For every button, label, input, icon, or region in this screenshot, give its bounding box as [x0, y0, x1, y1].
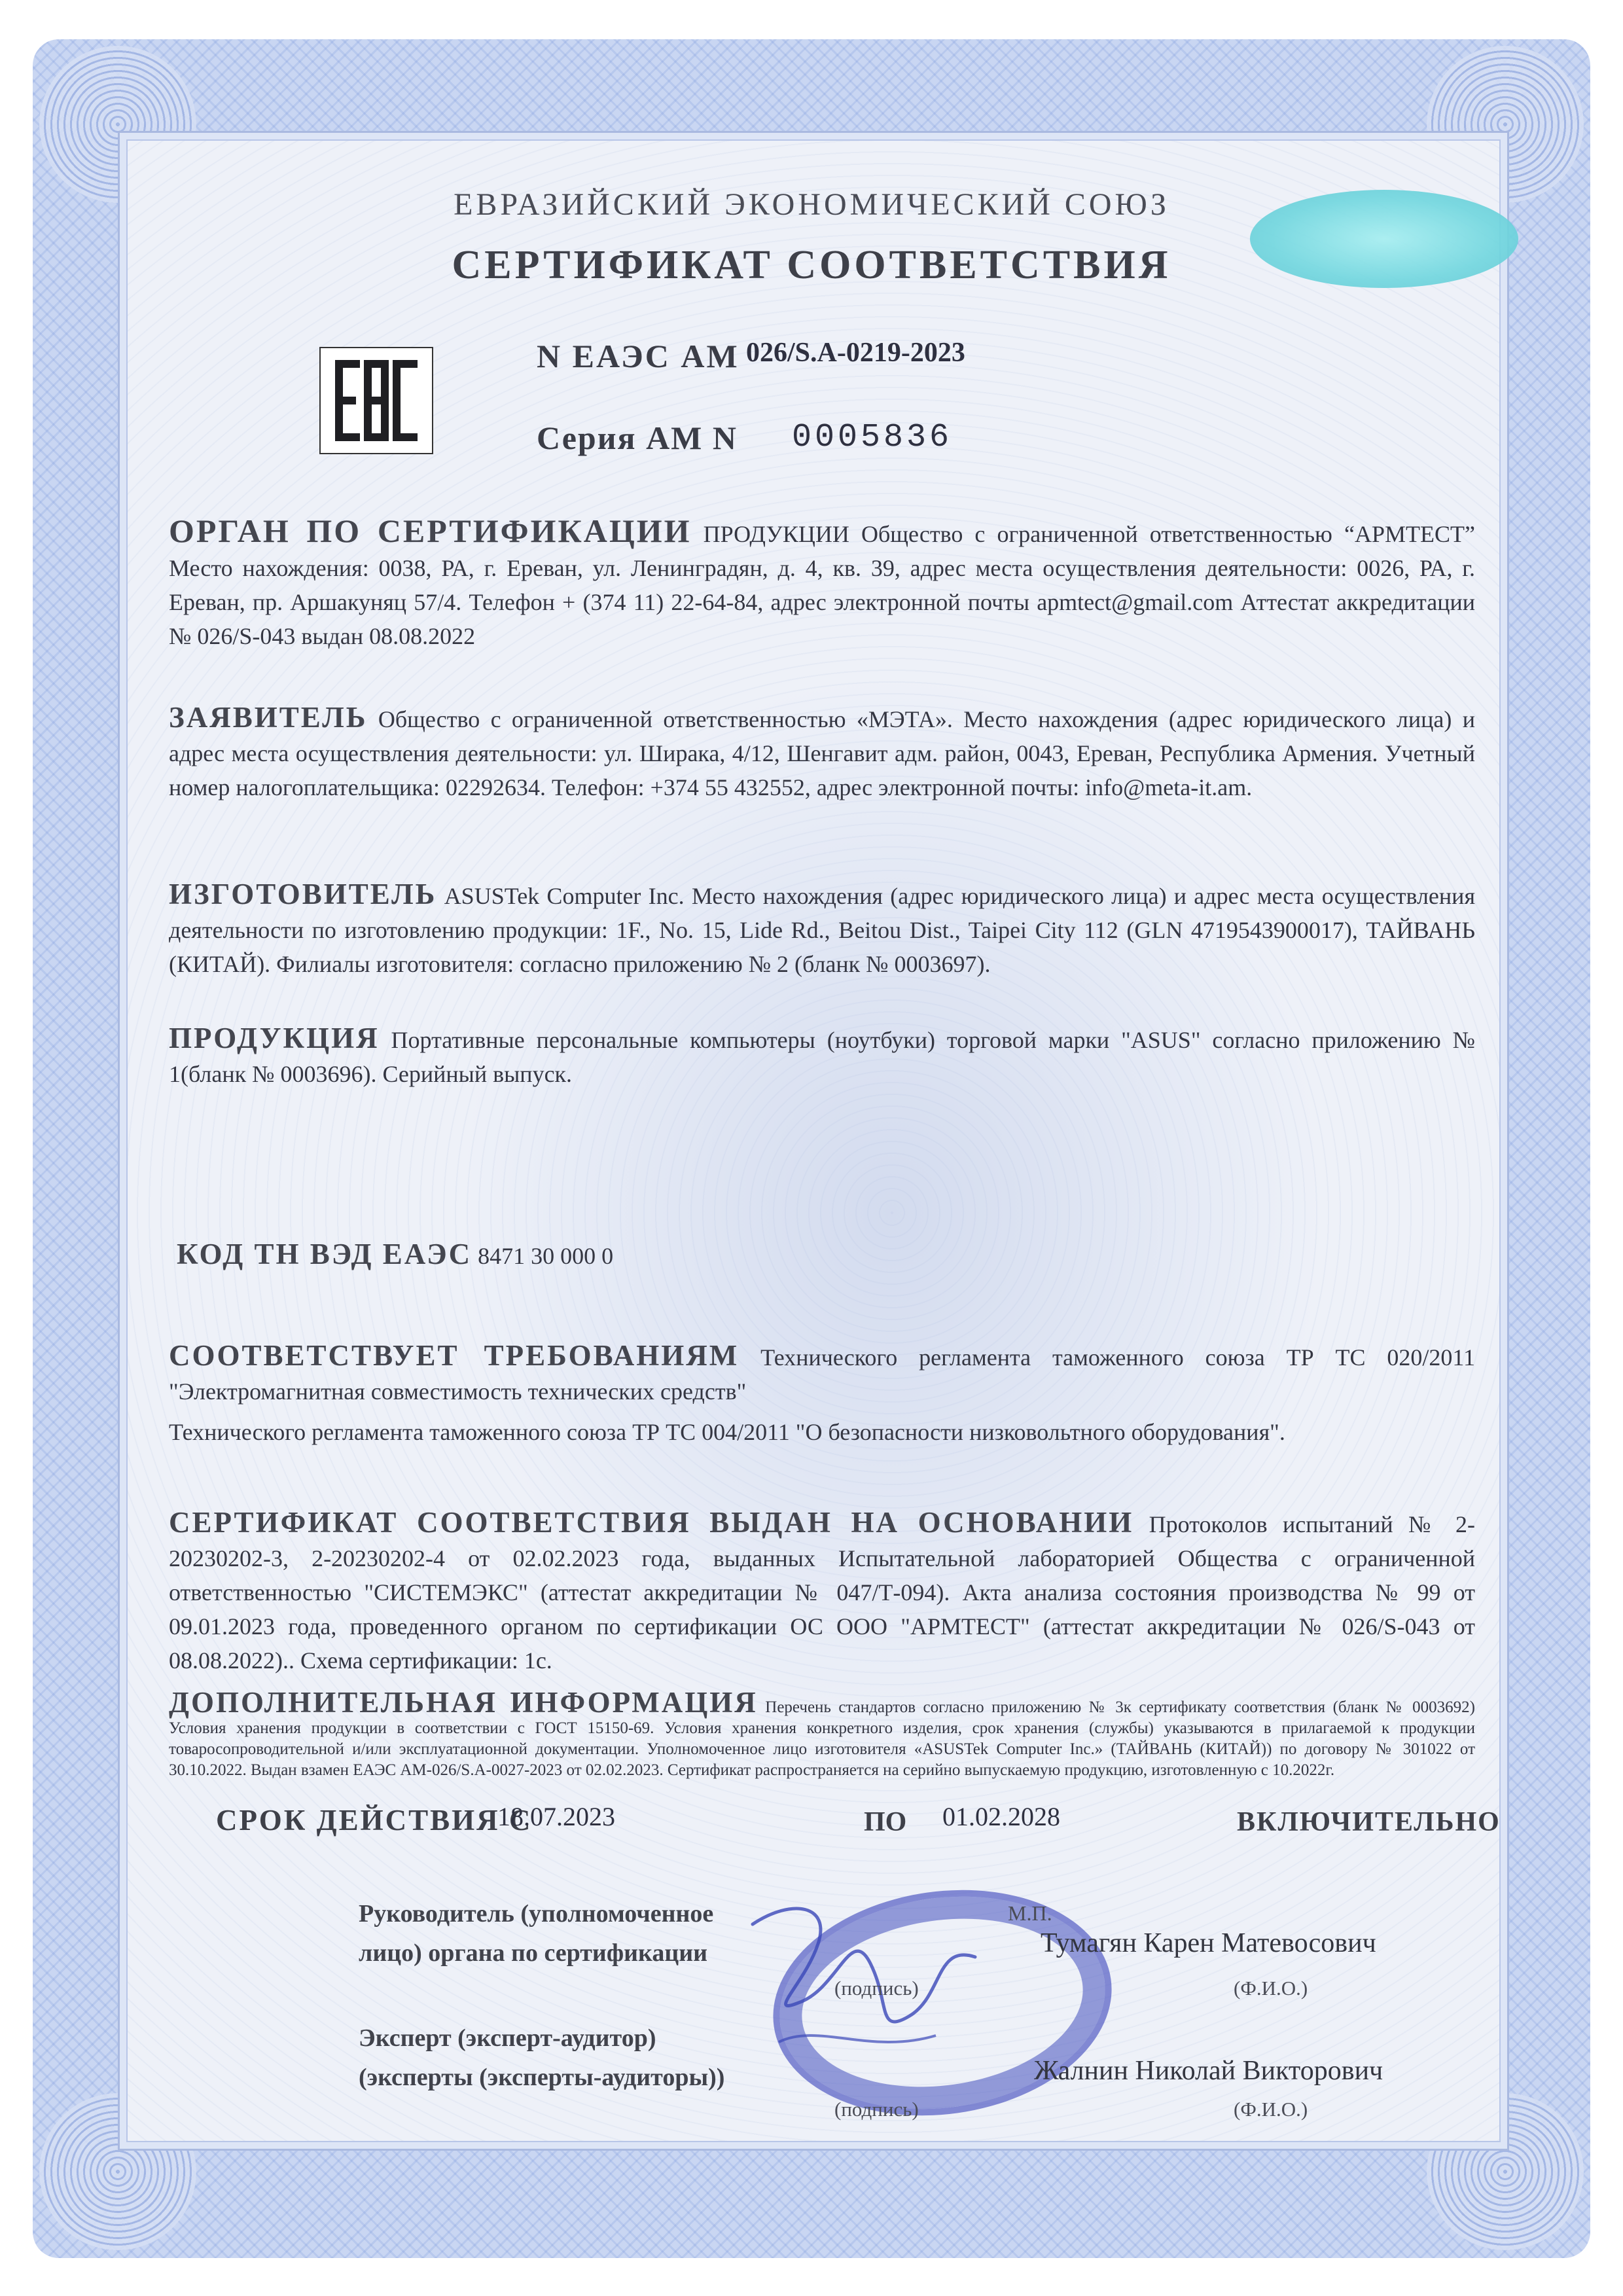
head-role-line2: лицо) органа по сертификации [359, 1939, 708, 1967]
certificate-number: 026/S.A-0219-2023 [746, 338, 965, 368]
series-label: Серия AM N [537, 420, 738, 456]
applicant-label: ЗАЯВИТЕЛЬ [169, 701, 368, 734]
tnved-label: КОД ТН ВЭД ЕАЭС [177, 1238, 473, 1270]
manufacturer-text: ASUSTek Computer Inc. Место нахождения (адрес юридического лица) и адрес места осуществления деятельности по изготовлению продукции: 1F., No. 15, Lide Rd., Beitou Dist., Taipei City 112 (GLN 4719543900017), ТАЙВАНЬ (КИТАЙ). Филиалы изготовителя: согласно приложению № 2 (бланк № 0003697). [169, 883, 1475, 977]
conformity-text-1: Технического регламента таможенного союза ТР ТС 020/2011 "Электромагнитная совместимость технических средств" [169, 1344, 1475, 1405]
head-role-line1: Руководитель (уполномоченное [359, 1900, 714, 1928]
head-fio-caption: (Ф.И.О.) [1234, 1977, 1308, 2000]
expert-fio-caption: (Ф.И.О.) [1234, 2098, 1308, 2121]
certification-body-section [169, 514, 1475, 653]
additional-info-section [169, 1686, 1475, 1781]
mp-label: М.П. [1008, 1901, 1052, 1925]
basis-text: Протоколов испытаний № 2-20230202-3, 2-20230202-4 от 02.02.2023 года, выданных Испытательной лабораторией Общества с ограниченной ответственностью "СИСТЕМЭКС" (аттестат аккредитации № 047/Т-094). Акта анализа состояния производства № 99 от 09.01.2023 года, проведенного органом по сертификации ОС ООО "АРМТЕСТ" (аттестат аккредитации № 026/S-043 от 08.08.2022).. Схема сертификации: 1с. [169, 1511, 1475, 1674]
tnved-section [169, 1237, 1475, 1273]
tnved-code: 8471 30 000 0 [478, 1243, 614, 1269]
expert-name: Жалнин Николай Викторович [1034, 2056, 1383, 2086]
expert-signature-caption: (подпись) [834, 2098, 919, 2121]
conformity-text-2: Технического регламента таможенного союза ТР ТС 004/2011 "О безопасности низковольтного оборудования". [169, 1419, 1285, 1445]
conformity-section [169, 1338, 1475, 1449]
applicant-section [169, 700, 1475, 804]
validity-label: СРОК ДЕЙСТВИЯ С [216, 1804, 533, 1837]
eac-mark-icon [319, 347, 433, 454]
product-label: ПРОДУКЦИЯ [169, 1022, 380, 1054]
expert-role-line2: (эксперты (эксперты-аудиторы)) [359, 2064, 725, 2091]
series-number: 0005836 [792, 419, 953, 456]
expert-role-line1: Эксперт (эксперт-аудитор) [359, 2024, 656, 2052]
product-section [169, 1021, 1475, 1091]
basis-section [169, 1505, 1475, 1677]
certification-body-label: ОРГАН ПО СЕРТИФИКАЦИИ [169, 512, 692, 549]
validity-from-date: 18.07.2023 [497, 1802, 615, 1831]
product-text: Портативные персональные компьютеры (ноутбуки) торговой марки "ASUS" согласно приложению № 1(бланк № 0003696). Серийный выпуск. [169, 1027, 1476, 1087]
certificate-title: СЕРТИФИКАТ СООТВЕТСТВИЯ [452, 243, 1171, 287]
applicant-text: Общество с ограниченной ответственностью «МЭТА». Место нахождения (адрес юридического лица) и адрес места осуществления деятельности: ул. Ширака, 4/12, Шенгавит адм. район, 0043, Ереван, Республика Армения. Учетный номер налогоплательщика: 02292634. Телефон: +374 55 432552, адрес электронной почты: info@meta-it.am. [169, 706, 1475, 800]
head-signature-caption: (подпись) [834, 1977, 919, 2000]
conformity-label: СООТВЕТСТВУЕТ ТРЕБОВАНИЯМ [169, 1339, 740, 1372]
additional-info-text: Перечень стандартов согласно приложению № 3к сертификату соответствия (бланк № 0003692) Условия хранения продукции в соответствии с ГОСТ 15150-69. Условия хранения конкретного изделия, срок хранения (службы) указываются в прилагаемой к продукции товаросопроводительной и/или эксплуатационной документации. Уполномоченное лицо изготовителя «ASUSTek Computer Inc.» (ТАЙВАНЬ (КИТАЙ)) по договору № 301022 от 30.10.2022. Выдан взамен ЕАЭС АМ-026/S.A-0027-2023 от 02.02.2023. Сертификат распространяется на серийно выпускаемую продукцию, изготовленную с 10.2022г. [169, 1698, 1475, 1779]
certificate-number-label: N ЕАЭС AM [537, 338, 740, 374]
validity-to-date: 01.02.2028 [942, 1802, 1060, 1831]
validity-inclusive: ВКЛЮЧИТЕЛЬНО [1237, 1807, 1501, 1837]
validity-to-label: ПО [864, 1807, 907, 1837]
manufacturer-label: ИЗГОТОВИТЕЛЬ [169, 878, 437, 910]
additional-info-label: ДОПОЛНИТЕЛЬНАЯ ИНФОРМАЦИЯ [169, 1686, 758, 1719]
union-heading: ЕВРАЗИЙСКИЙ ЭКОНОМИЧЕСКИЙ СОЮЗ [454, 187, 1169, 222]
basis-label: СЕРТИФИКАТ СООТВЕТСТВИЯ ВЫДАН НА ОСНОВАНИИ [169, 1506, 1134, 1539]
certification-body-text: ПРОДУКЦИИ Общество с ограниченной ответственностью “АРМТЕСТ” Место нахождения: 0038, РА, г. Ереван, ул. Ленинградян, д. 4, кв. 39, адрес места осуществления деятельности: 0026, РА, г. Ереван, пр. Аршакуняц 57/4. Телефон + (374 11) 22-64-84, адрес электронной почты apmtect@gmail.com Аттестат аккредитации № 026/S-043 выдан 08.08.2022 [169, 521, 1476, 649]
head-name: Тумагян Карен Матевосович [1041, 1928, 1376, 1958]
manufacturer-section [169, 877, 1475, 981]
